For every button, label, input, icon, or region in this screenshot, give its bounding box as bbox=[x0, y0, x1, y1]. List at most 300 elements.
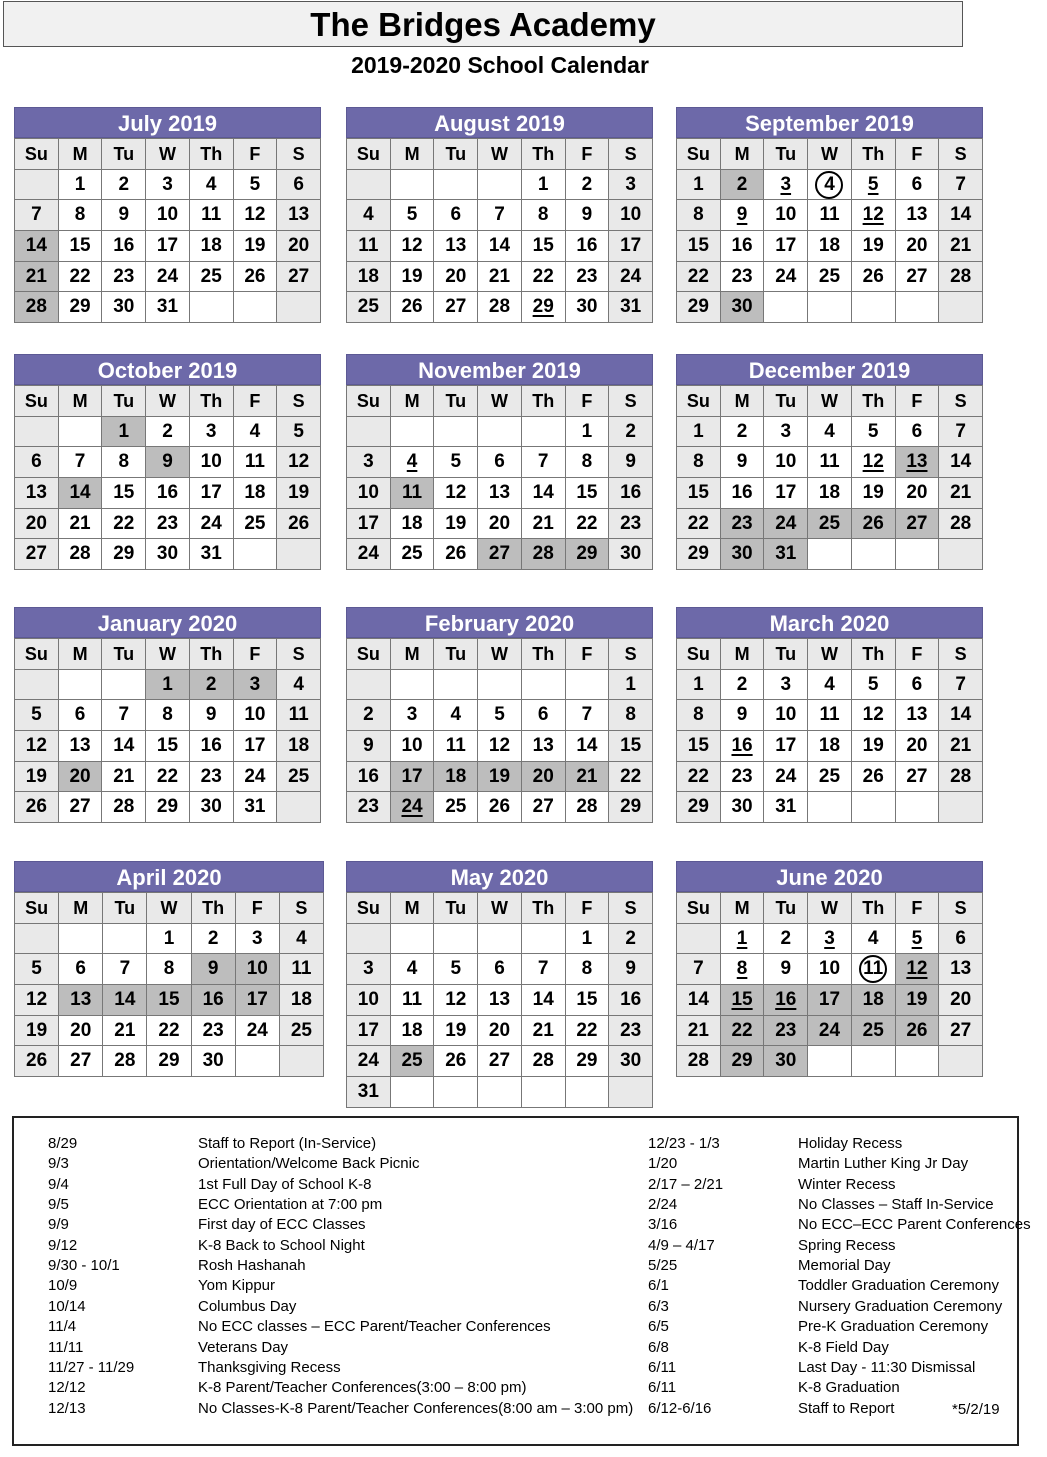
day-number: 15 bbox=[731, 989, 753, 1011]
calendar-subtitle: 2019-2020 School Calendar bbox=[351, 52, 649, 78]
day-cell bbox=[236, 1016, 280, 1047]
day-cell bbox=[146, 170, 190, 201]
weekday-label: W bbox=[808, 139, 852, 170]
day-number: 27 bbox=[906, 512, 928, 534]
day-cell bbox=[277, 700, 321, 731]
day-cell bbox=[15, 700, 59, 731]
day-cell bbox=[434, 762, 478, 793]
day-cell bbox=[764, 417, 808, 448]
day-cell bbox=[391, 539, 435, 570]
weekday-label: Th bbox=[190, 139, 234, 170]
event-date: 12/12 bbox=[48, 1379, 86, 1397]
day-cell bbox=[15, 292, 59, 323]
weekday-label: W bbox=[808, 639, 852, 670]
day-number: 25 bbox=[818, 765, 841, 787]
weekday-label: W bbox=[808, 386, 852, 417]
day-number: 24 bbox=[357, 543, 379, 565]
event-date: 11/27 - 11/29 bbox=[48, 1358, 135, 1376]
weekday-label: F bbox=[234, 139, 278, 170]
day-cell bbox=[764, 670, 808, 701]
weekday-label: F bbox=[566, 639, 610, 670]
event-description: K-8 Graduation bbox=[798, 1379, 900, 1397]
day-cell bbox=[522, 1046, 566, 1077]
empty-day-cell bbox=[391, 1077, 435, 1108]
day-cell bbox=[277, 731, 321, 762]
day-cell bbox=[234, 262, 278, 293]
day-number: 4 bbox=[824, 420, 835, 442]
day-cell bbox=[677, 170, 721, 201]
day-cell bbox=[677, 231, 721, 262]
empty-day-cell bbox=[59, 417, 103, 448]
day-cell bbox=[808, 700, 852, 731]
day-cell bbox=[939, 231, 983, 262]
day-cell bbox=[391, 447, 435, 478]
day-cell bbox=[609, 170, 653, 201]
day-number: 8 bbox=[693, 704, 704, 726]
day-cell bbox=[190, 792, 234, 823]
day-cell bbox=[146, 231, 190, 262]
day-cell bbox=[764, 762, 808, 793]
day-number: 15 bbox=[687, 235, 709, 257]
day-number: 29 bbox=[532, 296, 554, 318]
day-number: 23 bbox=[620, 512, 642, 534]
day-cell bbox=[677, 292, 721, 323]
empty-day-cell bbox=[190, 292, 234, 323]
day-number: 31 bbox=[156, 296, 179, 318]
empty-day-cell bbox=[59, 924, 103, 955]
month-calendar bbox=[14, 354, 321, 570]
empty-day-cell bbox=[347, 417, 391, 448]
day-number: 2 bbox=[736, 420, 748, 442]
day-cell bbox=[939, 509, 983, 540]
day-number: 13 bbox=[488, 989, 511, 1011]
day-cell bbox=[146, 447, 190, 478]
weekday-label: Tu bbox=[764, 639, 808, 670]
day-number: 11 bbox=[445, 735, 466, 757]
event-date: 12/13 bbox=[48, 1399, 86, 1417]
month-title: April 2020 bbox=[14, 861, 324, 892]
day-number: 15 bbox=[158, 989, 180, 1011]
day-number: 11 bbox=[859, 955, 887, 983]
day-number: 12 bbox=[862, 451, 884, 473]
day-cell bbox=[59, 1016, 103, 1047]
day-cell bbox=[146, 670, 190, 701]
day-number: 3 bbox=[780, 420, 792, 442]
day-cell bbox=[522, 539, 566, 570]
day-number: 11 bbox=[819, 451, 840, 473]
day-number: 29 bbox=[687, 543, 709, 565]
weekday-label: Th bbox=[522, 139, 566, 170]
day-number: 21 bbox=[950, 735, 972, 757]
day-number: 23 bbox=[200, 765, 222, 787]
day-cell bbox=[277, 762, 321, 793]
day-number: 26 bbox=[862, 512, 884, 534]
weekday-label: S bbox=[609, 386, 653, 417]
day-number: 1 bbox=[693, 173, 704, 195]
event-description: Martin Luther King Jr Day bbox=[798, 1155, 969, 1173]
day-cell bbox=[522, 447, 566, 478]
day-number: 20 bbox=[532, 765, 554, 787]
day-number: 27 bbox=[950, 1019, 972, 1041]
month-title: March 2020 bbox=[676, 607, 983, 638]
day-number: 11 bbox=[819, 704, 840, 726]
day-cell bbox=[609, 231, 653, 262]
day-number: 8 bbox=[693, 451, 704, 473]
day-number: 7 bbox=[955, 673, 966, 695]
empty-day-cell bbox=[677, 924, 721, 955]
day-cell bbox=[677, 200, 721, 231]
event-date: 3/16 bbox=[648, 1216, 678, 1234]
day-number: 7 bbox=[494, 204, 505, 226]
day-number: 13 bbox=[445, 235, 467, 257]
day-number: 17 bbox=[401, 765, 423, 787]
day-cell bbox=[808, 200, 852, 231]
day-cell bbox=[15, 539, 59, 570]
day-cell bbox=[677, 539, 721, 570]
day-number: 2 bbox=[625, 927, 636, 949]
day-number: 30 bbox=[113, 296, 135, 318]
day-number: 26 bbox=[26, 1050, 48, 1072]
day-cell bbox=[434, 985, 478, 1016]
day-cell bbox=[192, 985, 236, 1016]
day-cell bbox=[852, 731, 896, 762]
weekday-label: F bbox=[234, 639, 278, 670]
event-date: 6/5 bbox=[648, 1318, 669, 1336]
day-number: 21 bbox=[687, 1019, 709, 1041]
day-cell bbox=[522, 200, 566, 231]
day-number: 15 bbox=[687, 735, 709, 757]
event-date: 6/11 bbox=[648, 1358, 677, 1376]
day-cell bbox=[103, 954, 147, 985]
day-cell bbox=[808, 954, 852, 985]
day-cell bbox=[59, 700, 103, 731]
day-cell bbox=[190, 200, 234, 231]
day-cell bbox=[852, 700, 896, 731]
event-description: No Classes – Staff In-Service bbox=[798, 1196, 994, 1214]
day-number: 25 bbox=[401, 1050, 423, 1072]
day-cell bbox=[609, 731, 653, 762]
weekday-label: F bbox=[896, 639, 940, 670]
day-cell bbox=[896, 200, 940, 231]
day-number: 16 bbox=[576, 235, 598, 257]
day-cell bbox=[939, 1016, 983, 1047]
day-number: 14 bbox=[950, 204, 972, 226]
day-number: 12 bbox=[862, 204, 884, 226]
day-number: 23 bbox=[576, 265, 598, 287]
day-cell bbox=[347, 509, 391, 540]
day-cell bbox=[192, 1016, 236, 1047]
day-number: 2 bbox=[581, 173, 593, 195]
event-date: 12/23 - 1/3 bbox=[648, 1135, 720, 1152]
day-cell bbox=[721, 731, 765, 762]
day-cell bbox=[347, 292, 391, 323]
day-cell bbox=[234, 447, 278, 478]
month-title: July 2019 bbox=[14, 107, 321, 138]
empty-day-cell bbox=[391, 170, 435, 201]
day-number: 12 bbox=[244, 204, 266, 226]
day-number: 23 bbox=[357, 796, 379, 818]
empty-day-cell bbox=[347, 670, 391, 701]
day-number: 14 bbox=[950, 451, 972, 473]
day-number: 20 bbox=[288, 235, 310, 257]
empty-day-cell bbox=[277, 539, 321, 570]
day-number: 2 bbox=[736, 673, 748, 695]
day-number: 5 bbox=[31, 704, 42, 726]
day-cell bbox=[478, 262, 522, 293]
day-cell bbox=[102, 170, 146, 201]
day-cell bbox=[478, 985, 522, 1016]
day-number: 14 bbox=[488, 235, 511, 257]
day-number: 22 bbox=[687, 512, 709, 534]
day-cell bbox=[939, 417, 983, 448]
empty-day-cell bbox=[478, 670, 522, 701]
event-description: Thanksgiving Recess bbox=[198, 1358, 341, 1376]
day-number: 17 bbox=[818, 989, 841, 1011]
day-cell bbox=[190, 731, 234, 762]
day-number: 3 bbox=[249, 673, 261, 695]
day-cell bbox=[939, 954, 983, 985]
day-number: 13 bbox=[906, 451, 928, 473]
day-number: 24 bbox=[246, 1019, 268, 1041]
day-cell bbox=[347, 200, 391, 231]
day-cell bbox=[939, 262, 983, 293]
legend-row bbox=[14, 1154, 1017, 1174]
day-number: 24 bbox=[401, 796, 423, 818]
day-cell bbox=[15, 762, 59, 793]
day-number: 8 bbox=[736, 958, 748, 980]
day-number: 13 bbox=[25, 482, 47, 504]
day-cell bbox=[59, 954, 103, 985]
day-number: 23 bbox=[731, 265, 753, 287]
day-cell bbox=[677, 417, 721, 448]
weekday-label: Su bbox=[15, 139, 59, 170]
weekday-label: M bbox=[391, 139, 435, 170]
day-cell bbox=[677, 447, 721, 478]
day-cell bbox=[677, 509, 721, 540]
day-number: 1 bbox=[693, 420, 704, 442]
event-date: 11/4 bbox=[48, 1318, 77, 1336]
day-number: 9 bbox=[363, 735, 374, 757]
events-legend bbox=[12, 1116, 1031, 1446]
day-cell bbox=[234, 792, 278, 823]
day-number: 18 bbox=[288, 735, 310, 757]
day-cell bbox=[609, 478, 653, 509]
day-number: 30 bbox=[202, 1050, 224, 1072]
day-number: 12 bbox=[445, 482, 467, 504]
event-description: Spring Recess bbox=[798, 1236, 896, 1254]
day-number: 17 bbox=[775, 482, 797, 504]
day-number: 18 bbox=[818, 482, 841, 504]
day-cell bbox=[609, 417, 653, 448]
day-number: 10 bbox=[775, 451, 797, 473]
day-number: 21 bbox=[576, 765, 598, 787]
day-cell bbox=[15, 1016, 59, 1047]
day-cell bbox=[234, 731, 278, 762]
weekday-label: S bbox=[277, 386, 321, 417]
day-number: 20 bbox=[445, 265, 467, 287]
day-number: 23 bbox=[731, 512, 753, 534]
day-number: 1 bbox=[581, 420, 593, 442]
day-number: 25 bbox=[357, 296, 379, 318]
day-cell bbox=[721, 1016, 765, 1047]
day-number: 2 bbox=[736, 173, 748, 195]
day-cell bbox=[190, 762, 234, 793]
day-number: 21 bbox=[113, 765, 135, 787]
month-grid bbox=[14, 638, 321, 823]
day-number: 9 bbox=[581, 204, 593, 226]
day-number: 4 bbox=[205, 173, 217, 195]
day-cell bbox=[808, 170, 852, 201]
day-number: 26 bbox=[288, 512, 310, 534]
day-cell bbox=[939, 478, 983, 509]
day-cell bbox=[852, 262, 896, 293]
legend-row bbox=[14, 1215, 1031, 1235]
day-cell bbox=[478, 539, 522, 570]
day-number: 22 bbox=[687, 765, 709, 787]
day-number: 3 bbox=[363, 451, 374, 473]
day-cell bbox=[146, 792, 190, 823]
day-cell bbox=[764, 478, 808, 509]
event-description: Columbus Day bbox=[198, 1297, 297, 1315]
day-number: 6 bbox=[911, 420, 923, 442]
day-cell bbox=[59, 231, 103, 262]
event-date: 2/17 – 2/21 bbox=[648, 1175, 724, 1193]
day-number: 3 bbox=[780, 173, 792, 195]
event-date: 9/5 bbox=[48, 1196, 69, 1214]
day-cell bbox=[939, 170, 983, 201]
day-number: 3 bbox=[363, 958, 374, 980]
day-number: 24 bbox=[620, 265, 642, 287]
day-number: 22 bbox=[156, 765, 179, 787]
day-cell bbox=[939, 762, 983, 793]
day-number: 19 bbox=[288, 482, 310, 504]
day-cell bbox=[677, 700, 721, 731]
day-cell bbox=[522, 700, 566, 731]
event-date: 6/8 bbox=[648, 1338, 669, 1356]
day-number: 4 bbox=[296, 927, 307, 949]
day-number: 29 bbox=[113, 543, 135, 565]
legend-row bbox=[14, 1399, 1017, 1419]
day-number: 26 bbox=[445, 543, 467, 565]
day-number: 11 bbox=[358, 235, 379, 257]
day-cell bbox=[566, 509, 610, 540]
month-title: February 2020 bbox=[346, 607, 653, 638]
day-cell bbox=[808, 924, 852, 955]
day-cell bbox=[190, 447, 234, 478]
day-cell bbox=[59, 478, 103, 509]
empty-day-cell bbox=[391, 924, 435, 955]
day-number: 16 bbox=[113, 235, 135, 257]
day-cell bbox=[347, 1016, 391, 1047]
day-cell bbox=[721, 447, 765, 478]
day-number: 25 bbox=[818, 512, 841, 534]
weekday-label: Tu bbox=[102, 386, 146, 417]
day-number: 22 bbox=[576, 1019, 598, 1041]
day-number: 26 bbox=[488, 796, 511, 818]
day-cell bbox=[59, 509, 103, 540]
legend-row bbox=[14, 1276, 1017, 1296]
weekday-label: W bbox=[147, 893, 191, 924]
day-cell bbox=[478, 478, 522, 509]
empty-day-cell bbox=[234, 539, 278, 570]
legend-row bbox=[14, 1338, 1017, 1358]
day-number: 14 bbox=[69, 482, 91, 504]
empty-day-cell bbox=[347, 170, 391, 201]
empty-day-cell bbox=[434, 670, 478, 701]
day-number: 23 bbox=[202, 1019, 224, 1041]
day-cell bbox=[391, 231, 435, 262]
day-number: 10 bbox=[401, 735, 423, 757]
month-calendar bbox=[14, 607, 321, 823]
day-number: 9 bbox=[205, 704, 217, 726]
day-cell bbox=[280, 954, 324, 985]
day-number: 10 bbox=[156, 204, 179, 226]
event-date: 2/24 bbox=[648, 1196, 678, 1214]
day-cell bbox=[434, 231, 478, 262]
day-number: 1 bbox=[693, 673, 704, 695]
day-number: 3 bbox=[406, 704, 418, 726]
day-cell bbox=[522, 1016, 566, 1047]
day-cell bbox=[15, 954, 59, 985]
legend-row bbox=[14, 1297, 1017, 1317]
day-cell bbox=[896, 262, 940, 293]
day-number: 30 bbox=[731, 543, 753, 565]
day-cell bbox=[764, 170, 808, 201]
day-number: 27 bbox=[445, 296, 467, 318]
day-number: 15 bbox=[687, 482, 709, 504]
day-number: 5 bbox=[867, 173, 879, 195]
day-number: 23 bbox=[113, 265, 135, 287]
day-number: 8 bbox=[581, 451, 593, 473]
day-number: 10 bbox=[357, 989, 379, 1011]
weekday-label: S bbox=[277, 639, 321, 670]
weekday-label: Tu bbox=[434, 639, 478, 670]
day-number: 16 bbox=[731, 735, 753, 757]
day-number: 1 bbox=[162, 673, 173, 695]
event-date: 9/4 bbox=[48, 1175, 69, 1193]
day-number: 30 bbox=[775, 1050, 797, 1072]
day-cell bbox=[721, 200, 765, 231]
day-cell bbox=[896, 700, 940, 731]
day-cell bbox=[478, 509, 522, 540]
day-cell bbox=[234, 417, 278, 448]
empty-day-cell bbox=[522, 1077, 566, 1108]
day-cell bbox=[347, 539, 391, 570]
day-number: 1 bbox=[625, 673, 636, 695]
day-number: 25 bbox=[818, 265, 841, 287]
day-cell bbox=[277, 170, 321, 201]
day-number: 17 bbox=[244, 735, 266, 757]
day-cell bbox=[566, 985, 610, 1016]
day-number: 14 bbox=[687, 989, 709, 1011]
day-number: 13 bbox=[288, 204, 310, 226]
empty-day-cell bbox=[808, 792, 852, 823]
weekday-label: S bbox=[609, 139, 653, 170]
day-number: 23 bbox=[731, 765, 753, 787]
weekday-label: F bbox=[234, 386, 278, 417]
day-number: 23 bbox=[620, 1019, 642, 1041]
month-calendar bbox=[346, 354, 653, 570]
day-number: 5 bbox=[406, 204, 418, 226]
day-cell bbox=[434, 1016, 478, 1047]
day-cell bbox=[721, 539, 765, 570]
day-number: 28 bbox=[950, 765, 972, 787]
day-number: 24 bbox=[775, 765, 797, 787]
day-cell bbox=[391, 292, 435, 323]
day-cell bbox=[896, 417, 940, 448]
day-number: 22 bbox=[69, 265, 91, 287]
day-number: 16 bbox=[620, 989, 642, 1011]
